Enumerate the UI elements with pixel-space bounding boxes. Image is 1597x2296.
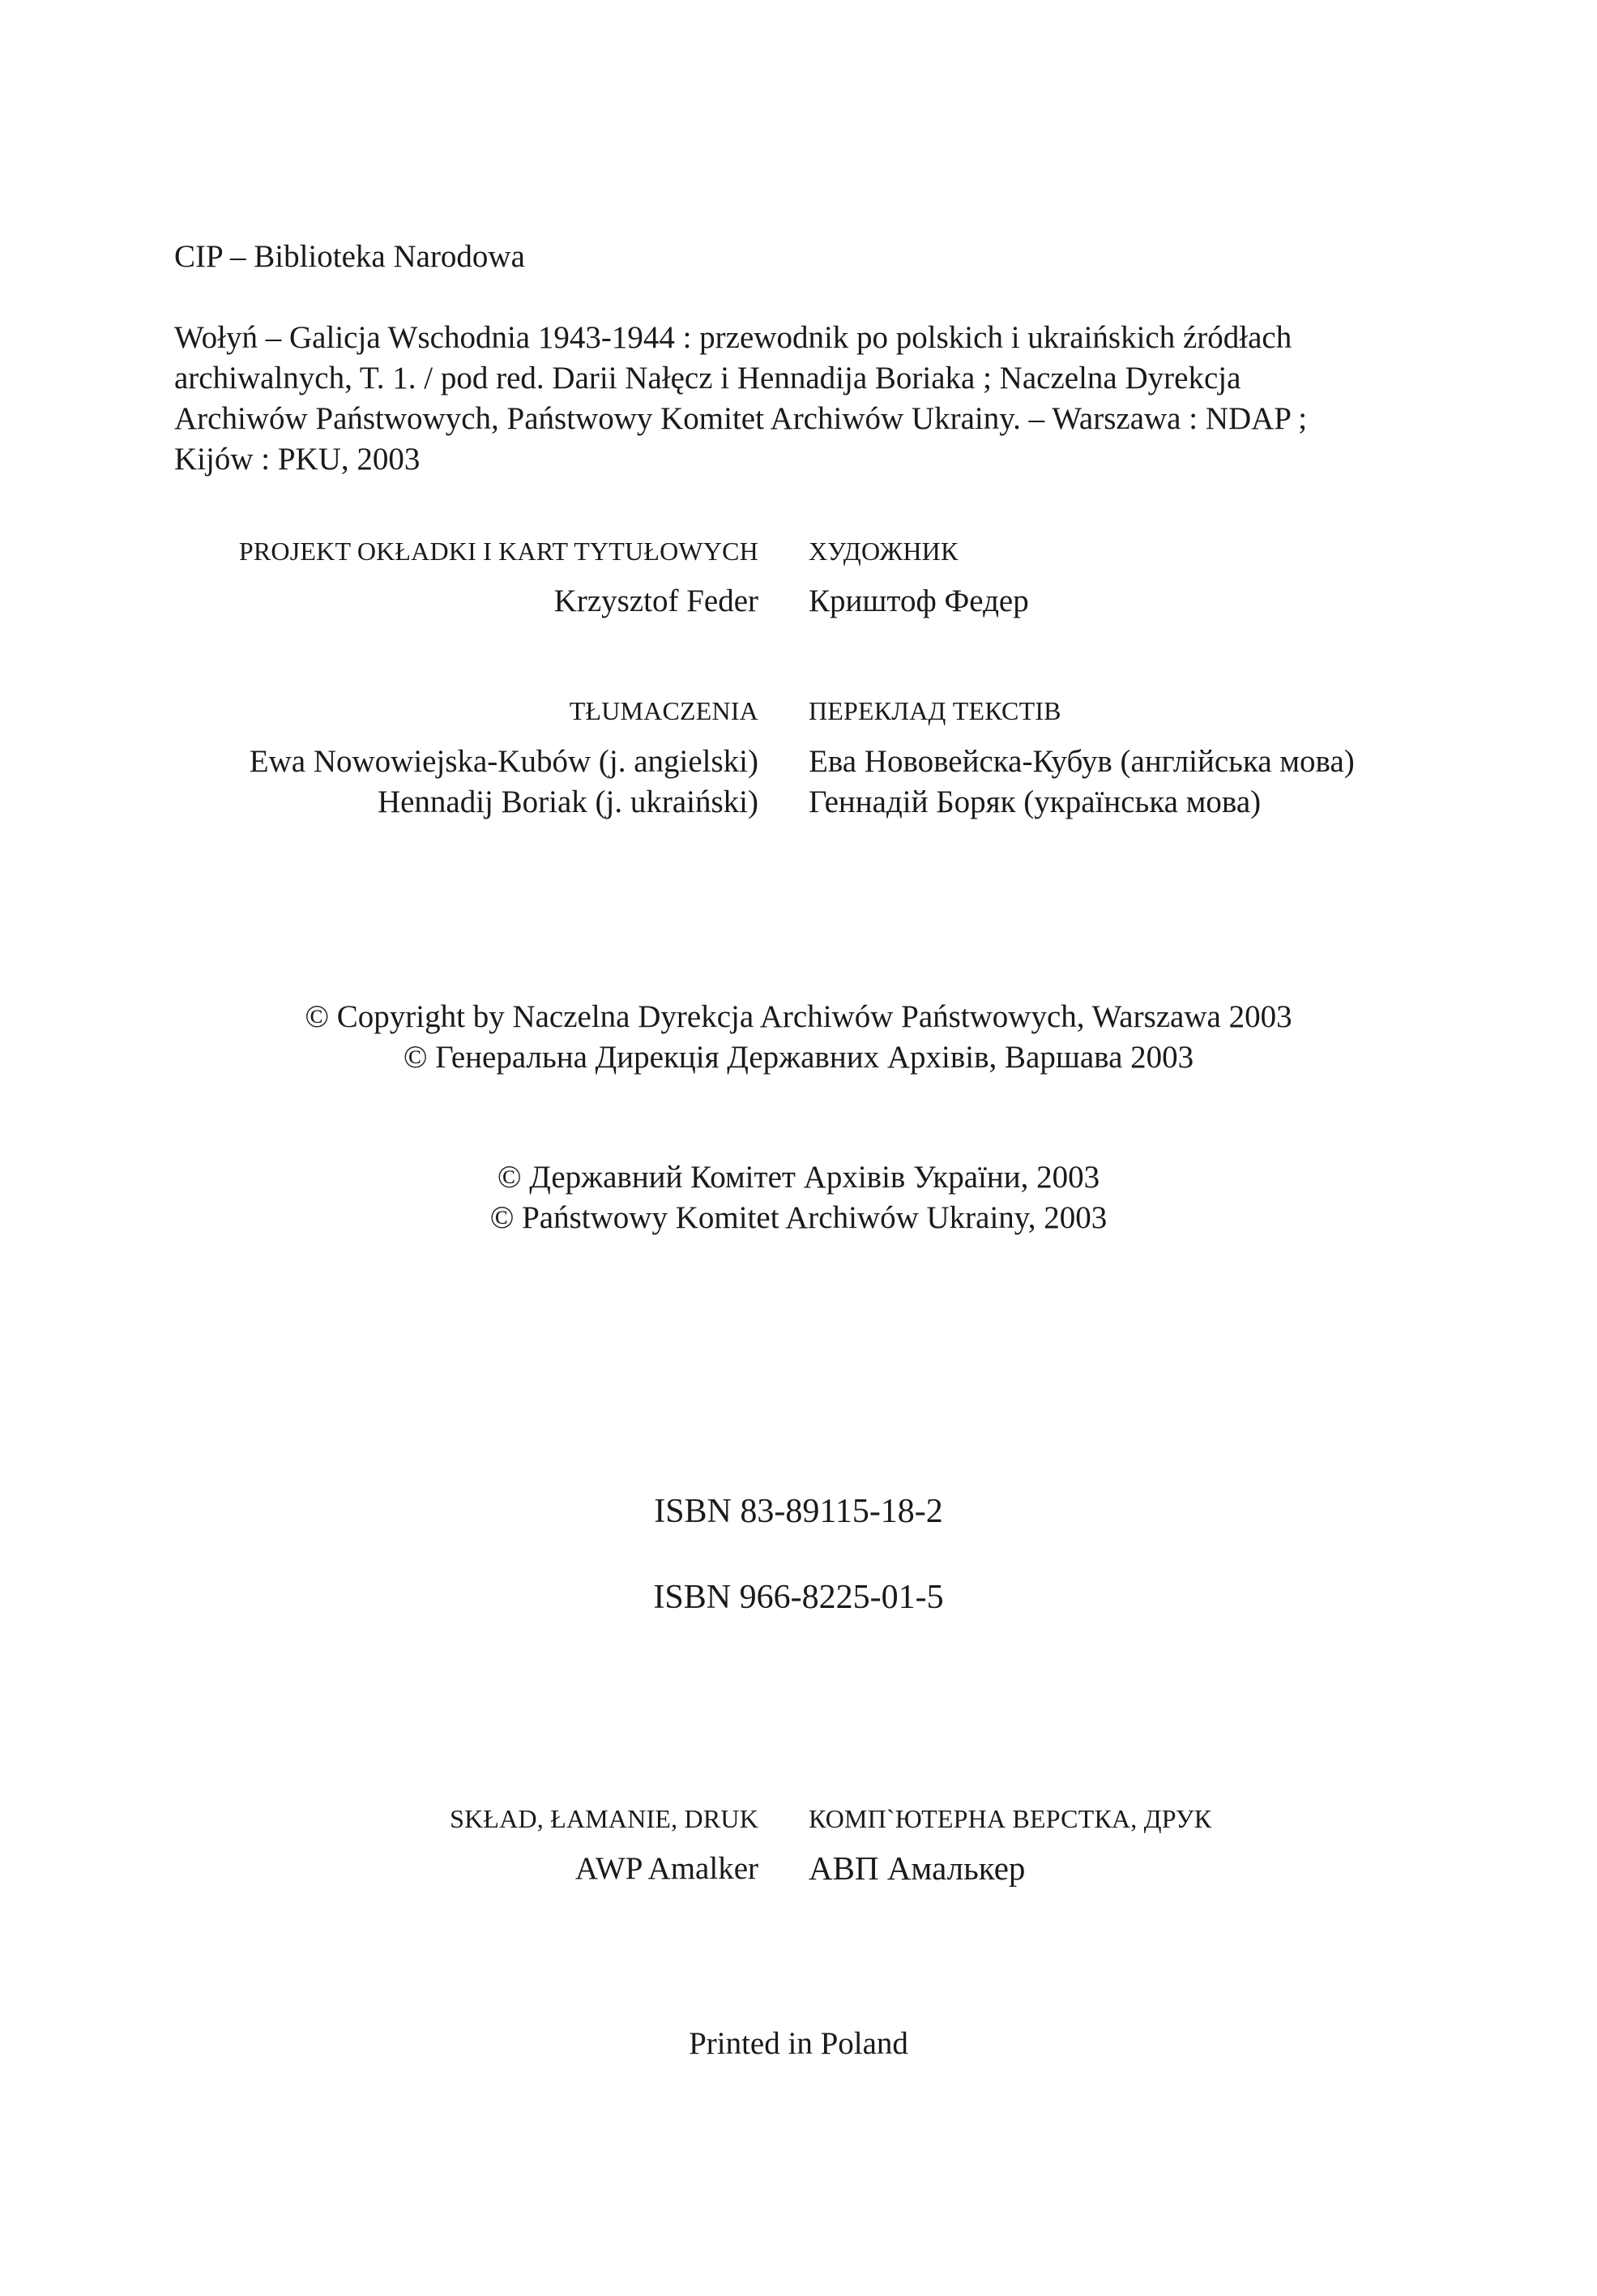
cip-record-line: Kijów : PKU, 2003 (174, 442, 421, 477)
cover-design-name-uk: Криштоф Федер (809, 584, 1029, 618)
copyright-line: © Генеральна Дирекція Державних Архівів, Варшава 2003 (403, 1040, 1194, 1075)
translator-uk-2: Геннадій Боряк (українська мова) (809, 785, 1262, 819)
cip-record-line: archiwalnych, T. 1. / pod red. Darii Nałęcz i Hennadija Boriaka ; Naczelna Dyrekcja (174, 361, 1241, 395)
copyright-line: © Copyright by Naczelna Dyrekcja Archiwów Państwowych, Warszawa 2003 (305, 999, 1292, 1034)
isbn-line: ISBN 966-8225-01-5 (653, 1579, 944, 1616)
cip-record (174, 318, 1406, 480)
typesetting-name-uk: АВП Амалькер (809, 1849, 1026, 1887)
isbn-line: ISBN 83-89115-18-2 (654, 1493, 943, 1530)
typesetting-name-pl: AWP Amalker (574, 1851, 758, 1886)
cip-record-line: Wołyń – Galicja Wschodnia 1943-1944 : przewodnik po polskich i ukraińskich źródłach (174, 320, 1292, 355)
cip-record-line: Archiwów Państwowych, Państwowy Komitet Archiwów Ukrainy. – Warszawa : NDAP ; (174, 401, 1308, 436)
printed-in-line: Printed in Poland (689, 2026, 908, 2061)
cover-design-label-pl: PROJEKT OKŁADKI I KART TYTUŁOWYCH (238, 537, 758, 566)
translations-label-uk: ПЕРЕКЛАД ТЕКСТІВ (809, 696, 1061, 725)
cover-design-name-pl: Krzysztof Feder (553, 584, 758, 618)
copyright-line: © Państwowy Komitet Archiwów Ukrainy, 2003 (489, 1200, 1108, 1235)
translator-pl-2: Hennadij Boriak (j. ukraiński) (377, 785, 758, 819)
translations-label-pl: TŁUMACZENIA (569, 696, 758, 725)
cip-header: CIP – Biblioteka Narodowa (174, 239, 525, 274)
translator-pl-1: Ewa Nowowiejska-Kubów (j. angielski) (249, 744, 758, 779)
copyright-line: © Державний Комітет Архівів України, 2003 (497, 1160, 1100, 1195)
translator-uk-1: Ева Нововейска-Кубув (англійська мова) (809, 744, 1355, 779)
cover-design-label-uk: ХУДОЖНИК (809, 537, 959, 566)
typesetting-label-uk: КОМП`ЮТЕРНА ВЕРСТКА, ДРУК (809, 1804, 1212, 1833)
typesetting-label-pl: SKŁAD, ŁAMANIE, DRUK (450, 1804, 758, 1833)
